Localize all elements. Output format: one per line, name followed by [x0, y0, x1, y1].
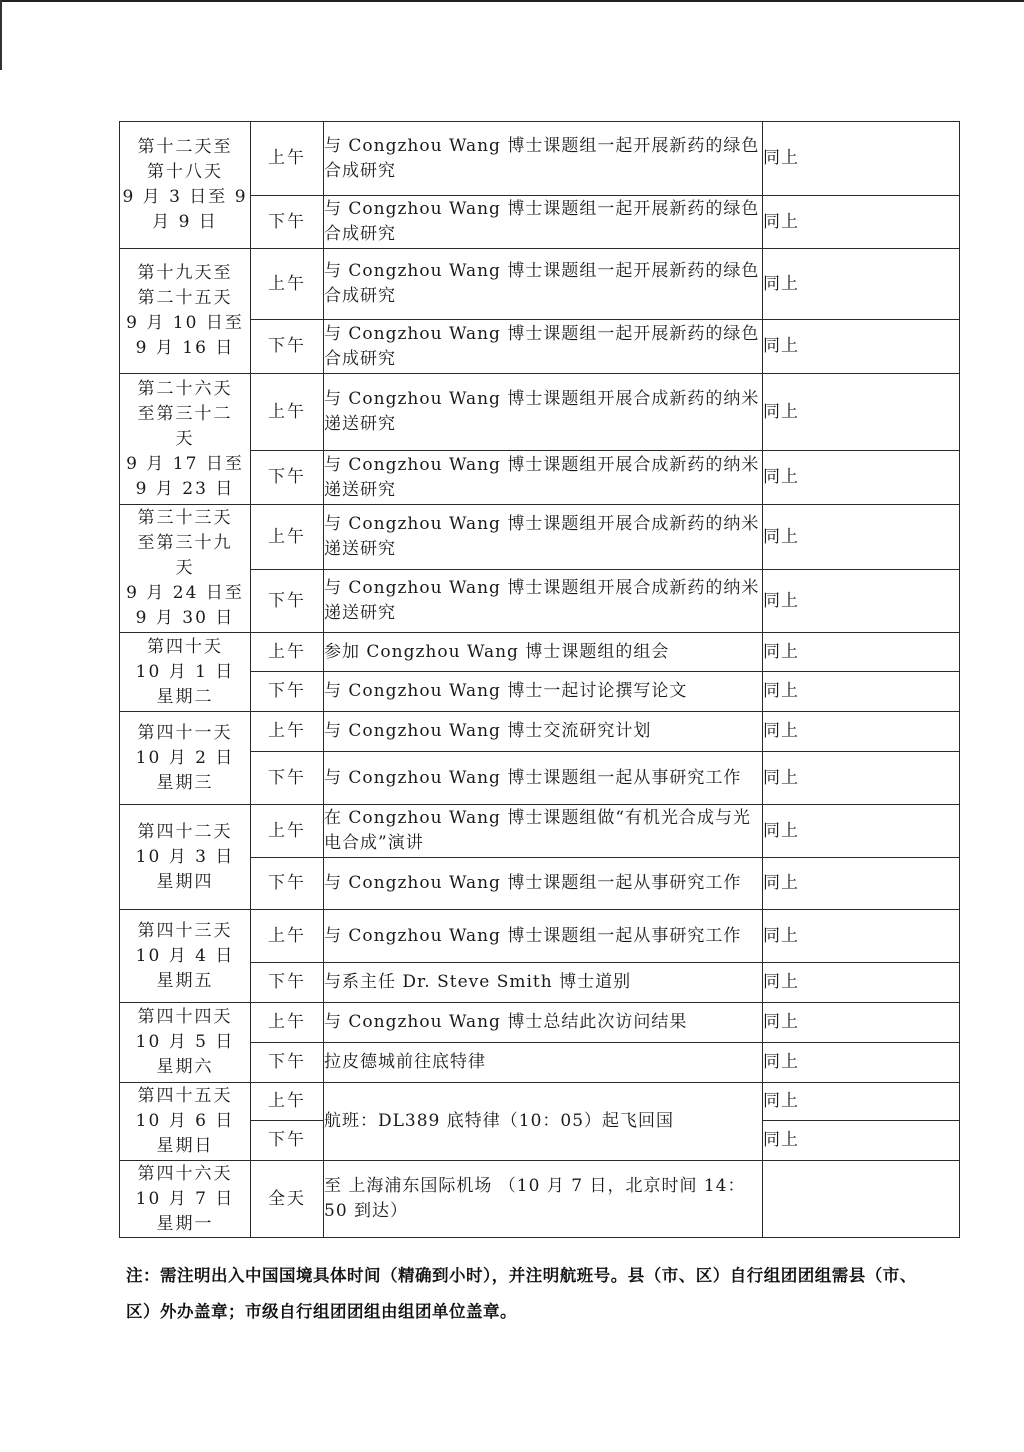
- activity-am: 与 Congzhou Wang 博士课题组开展合成新药的纳米递送研究: [324, 374, 763, 451]
- activity-am: 与 Congzhou Wang 博士课题组一起开展新药的绿色合成研究: [324, 249, 763, 320]
- activity-am: 与 Congzhou Wang 博士课题组一起开展新药的绿色合成研究: [324, 122, 763, 196]
- day-cell: [120, 712, 251, 805]
- table-row: [120, 1003, 960, 1043]
- day-line: 星期三: [156, 772, 214, 793]
- footnote: 注：需注明出入中国国境具体时间（精确到小时），并注明航班号。县（市、区）自行组团团组需县（市、区）外办盖章；市级自行组团团组由组团单位盖章。: [126, 1266, 917, 1321]
- slot-pm: 下午: [251, 570, 324, 633]
- day-cell: [120, 910, 251, 1003]
- day-line: 第四十二天: [137, 821, 233, 842]
- day-line: 第四十六天: [137, 1163, 233, 1184]
- day-line: 9 月 24 日至: [126, 583, 244, 603]
- day-line: 星期六: [156, 1057, 214, 1077]
- table-row: [120, 1161, 960, 1238]
- activity-flight: 航班：DL389 底特律（10：05）起飞回国: [324, 1083, 763, 1161]
- table-row: [120, 249, 960, 320]
- activity-pm: 与 Congzhou Wang 博士课题组一起开展新药的绿色合成研究: [324, 320, 763, 374]
- scan-edge-top: [0, 0, 1024, 2]
- slot-am: 上午: [251, 122, 324, 196]
- day-line: 星期四: [156, 871, 214, 892]
- slot-fullday: 全天: [251, 1161, 324, 1238]
- day-line: 10 月 1 日: [135, 661, 235, 682]
- note-am: 同上: [763, 1003, 960, 1043]
- day-line: 10 月 3 日: [135, 846, 235, 867]
- note-pm: 同上: [763, 963, 960, 1003]
- day-line: 第四十天: [147, 636, 223, 657]
- day-line: 至第三十二: [137, 403, 233, 424]
- note-am: 同上: [763, 712, 960, 752]
- day-line: 至第三十九: [137, 533, 233, 553]
- day-line: 10 月 4 日: [135, 945, 235, 966]
- activity-pm: 与 Congzhou Wang 博士一起讨论撰写论文: [324, 672, 763, 712]
- day-cell: [120, 249, 251, 374]
- day-line: 第十二天至: [137, 137, 233, 157]
- note-pm: 同上: [763, 451, 960, 505]
- activity-pm: 与 Congzhou Wang 博士课题组开展合成新药的纳米递送研究: [324, 451, 763, 505]
- note-am: 同上: [763, 1083, 960, 1121]
- slot-am: 上午: [251, 505, 324, 570]
- slot-pm: 下午: [251, 1043, 324, 1083]
- note-empty: [763, 1161, 960, 1238]
- note-pm: 同上: [763, 858, 960, 910]
- table-row: [120, 122, 960, 196]
- day-line: 第十八天: [147, 162, 223, 182]
- day-line: 星期五: [156, 970, 214, 991]
- day-cell: [120, 1083, 251, 1161]
- day-cell: [120, 505, 251, 633]
- day-line: 9 月 16 日: [135, 338, 235, 358]
- activity-am: 与 Congzhou Wang 博士课题组一起从事研究工作: [324, 910, 763, 963]
- activity-pm: 与 Congzhou Wang 博士课题组一起开展新药的绿色合成研究: [324, 196, 763, 249]
- slot-pm: 下午: [251, 963, 324, 1003]
- activity-am: 与 Congzhou Wang 博士课题组开展合成新药的纳米递送研究: [324, 505, 763, 570]
- note-am: 同上: [763, 805, 960, 858]
- note-am: 同上: [763, 910, 960, 963]
- activity-pm: 与 Congzhou Wang 博士课题组一起从事研究工作: [324, 858, 763, 910]
- day-line: 星期二: [156, 686, 214, 707]
- slot-pm: 下午: [251, 451, 324, 505]
- day-cell: [120, 1003, 251, 1083]
- day-line: 第四十一天: [137, 722, 233, 743]
- table-row: [120, 910, 960, 963]
- slot-pm: 下午: [251, 858, 324, 910]
- day-cell: [120, 1161, 251, 1238]
- day-line: 第四十五天: [137, 1086, 233, 1106]
- day-line: 9 月 30 日: [135, 608, 235, 628]
- note-pm: 同上: [763, 570, 960, 633]
- note-pm: 同上: [763, 672, 960, 712]
- day-cell: [120, 805, 251, 910]
- slot-pm: 下午: [251, 320, 324, 374]
- day-line: 10 月 6 日: [135, 1111, 235, 1131]
- slot-pm: 下午: [251, 752, 324, 805]
- day-line: 9 月 10 日至: [126, 313, 244, 333]
- note-pm: 同上: [763, 752, 960, 805]
- day-cell: [120, 374, 251, 505]
- slot-am: 上午: [251, 374, 324, 451]
- day-line: 第十九天至: [137, 263, 233, 283]
- day-line: 第四十三天: [137, 920, 233, 941]
- day-cell: [120, 633, 251, 712]
- day-line: 10 月 5 日: [135, 1032, 235, 1052]
- day-line: 第二十五天: [137, 288, 233, 308]
- activity-arrival: 至 上海浦东国际机场 （10 月 7 日，北京时间 14：50 到达）: [324, 1161, 763, 1238]
- activity-pm: 与系主任 Dr. Steve Smith 博士道别: [324, 963, 763, 1003]
- day-line: 星期一: [156, 1213, 214, 1234]
- slot-am: 上午: [251, 1083, 324, 1121]
- table-row: [120, 633, 960, 672]
- activity-am: 参加 Congzhou Wang 博士课题组的组会: [324, 633, 763, 672]
- table-row: [120, 505, 960, 570]
- day-line: 第二十六天: [137, 378, 233, 399]
- table-row: [120, 374, 960, 451]
- table-row: [120, 712, 960, 752]
- slot-am: 上午: [251, 805, 324, 858]
- slot-pm: 下午: [251, 196, 324, 249]
- day-cell: [120, 122, 251, 249]
- day-line: 第三十三天: [137, 508, 233, 528]
- day-line: 星期日: [156, 1136, 214, 1156]
- day-line: 9 月 23 日: [135, 478, 235, 499]
- activity-pm: 与 Congzhou Wang 博士课题组开展合成新药的纳米递送研究: [324, 570, 763, 633]
- activity-am: 与 Congzhou Wang 博士交流研究计划: [324, 712, 763, 752]
- activity-am: 在 Congzhou Wang 博士课题组做“有机光合成与光电合成”演讲: [324, 805, 763, 858]
- day-line: 9 月 17 日至: [126, 453, 244, 474]
- day-line: 月 9 日: [152, 212, 218, 232]
- note-am: 同上: [763, 374, 960, 451]
- activity-pm: 与 Congzhou Wang 博士课题组一起从事研究工作: [324, 752, 763, 805]
- note-am: 同上: [763, 249, 960, 320]
- note-pm: 同上: [763, 320, 960, 374]
- slot-pm: 下午: [251, 672, 324, 712]
- day-line: 10 月 7 日: [135, 1188, 235, 1209]
- scan-edge-left: [0, 0, 2, 70]
- slot-am: 上午: [251, 633, 324, 672]
- note-am: 同上: [763, 505, 960, 570]
- note-pm: 同上: [763, 1121, 960, 1161]
- activity-am: 与 Congzhou Wang 博士总结此次访问结果: [324, 1003, 763, 1043]
- slot-am: 上午: [251, 1003, 324, 1043]
- day-line: 天: [175, 558, 195, 578]
- day-line: 10 月 2 日: [135, 747, 235, 768]
- table-row: [120, 805, 960, 858]
- day-line: 第四十四天: [137, 1007, 233, 1027]
- note-pm: 同上: [763, 1043, 960, 1083]
- table-row: [120, 1083, 960, 1121]
- activity-pm: 拉皮德城前往底特律: [324, 1043, 763, 1083]
- day-line: 9 月 3 日至 9: [122, 187, 248, 207]
- slot-am: 上午: [251, 712, 324, 752]
- itinerary-table: [119, 121, 960, 1238]
- slot-pm: 下午: [251, 1121, 324, 1161]
- note-pm: 同上: [763, 196, 960, 249]
- note-am: 同上: [763, 122, 960, 196]
- note-am: 同上: [763, 633, 960, 672]
- day-line: 天: [175, 428, 195, 449]
- slot-am: 上午: [251, 249, 324, 320]
- slot-am: 上午: [251, 910, 324, 963]
